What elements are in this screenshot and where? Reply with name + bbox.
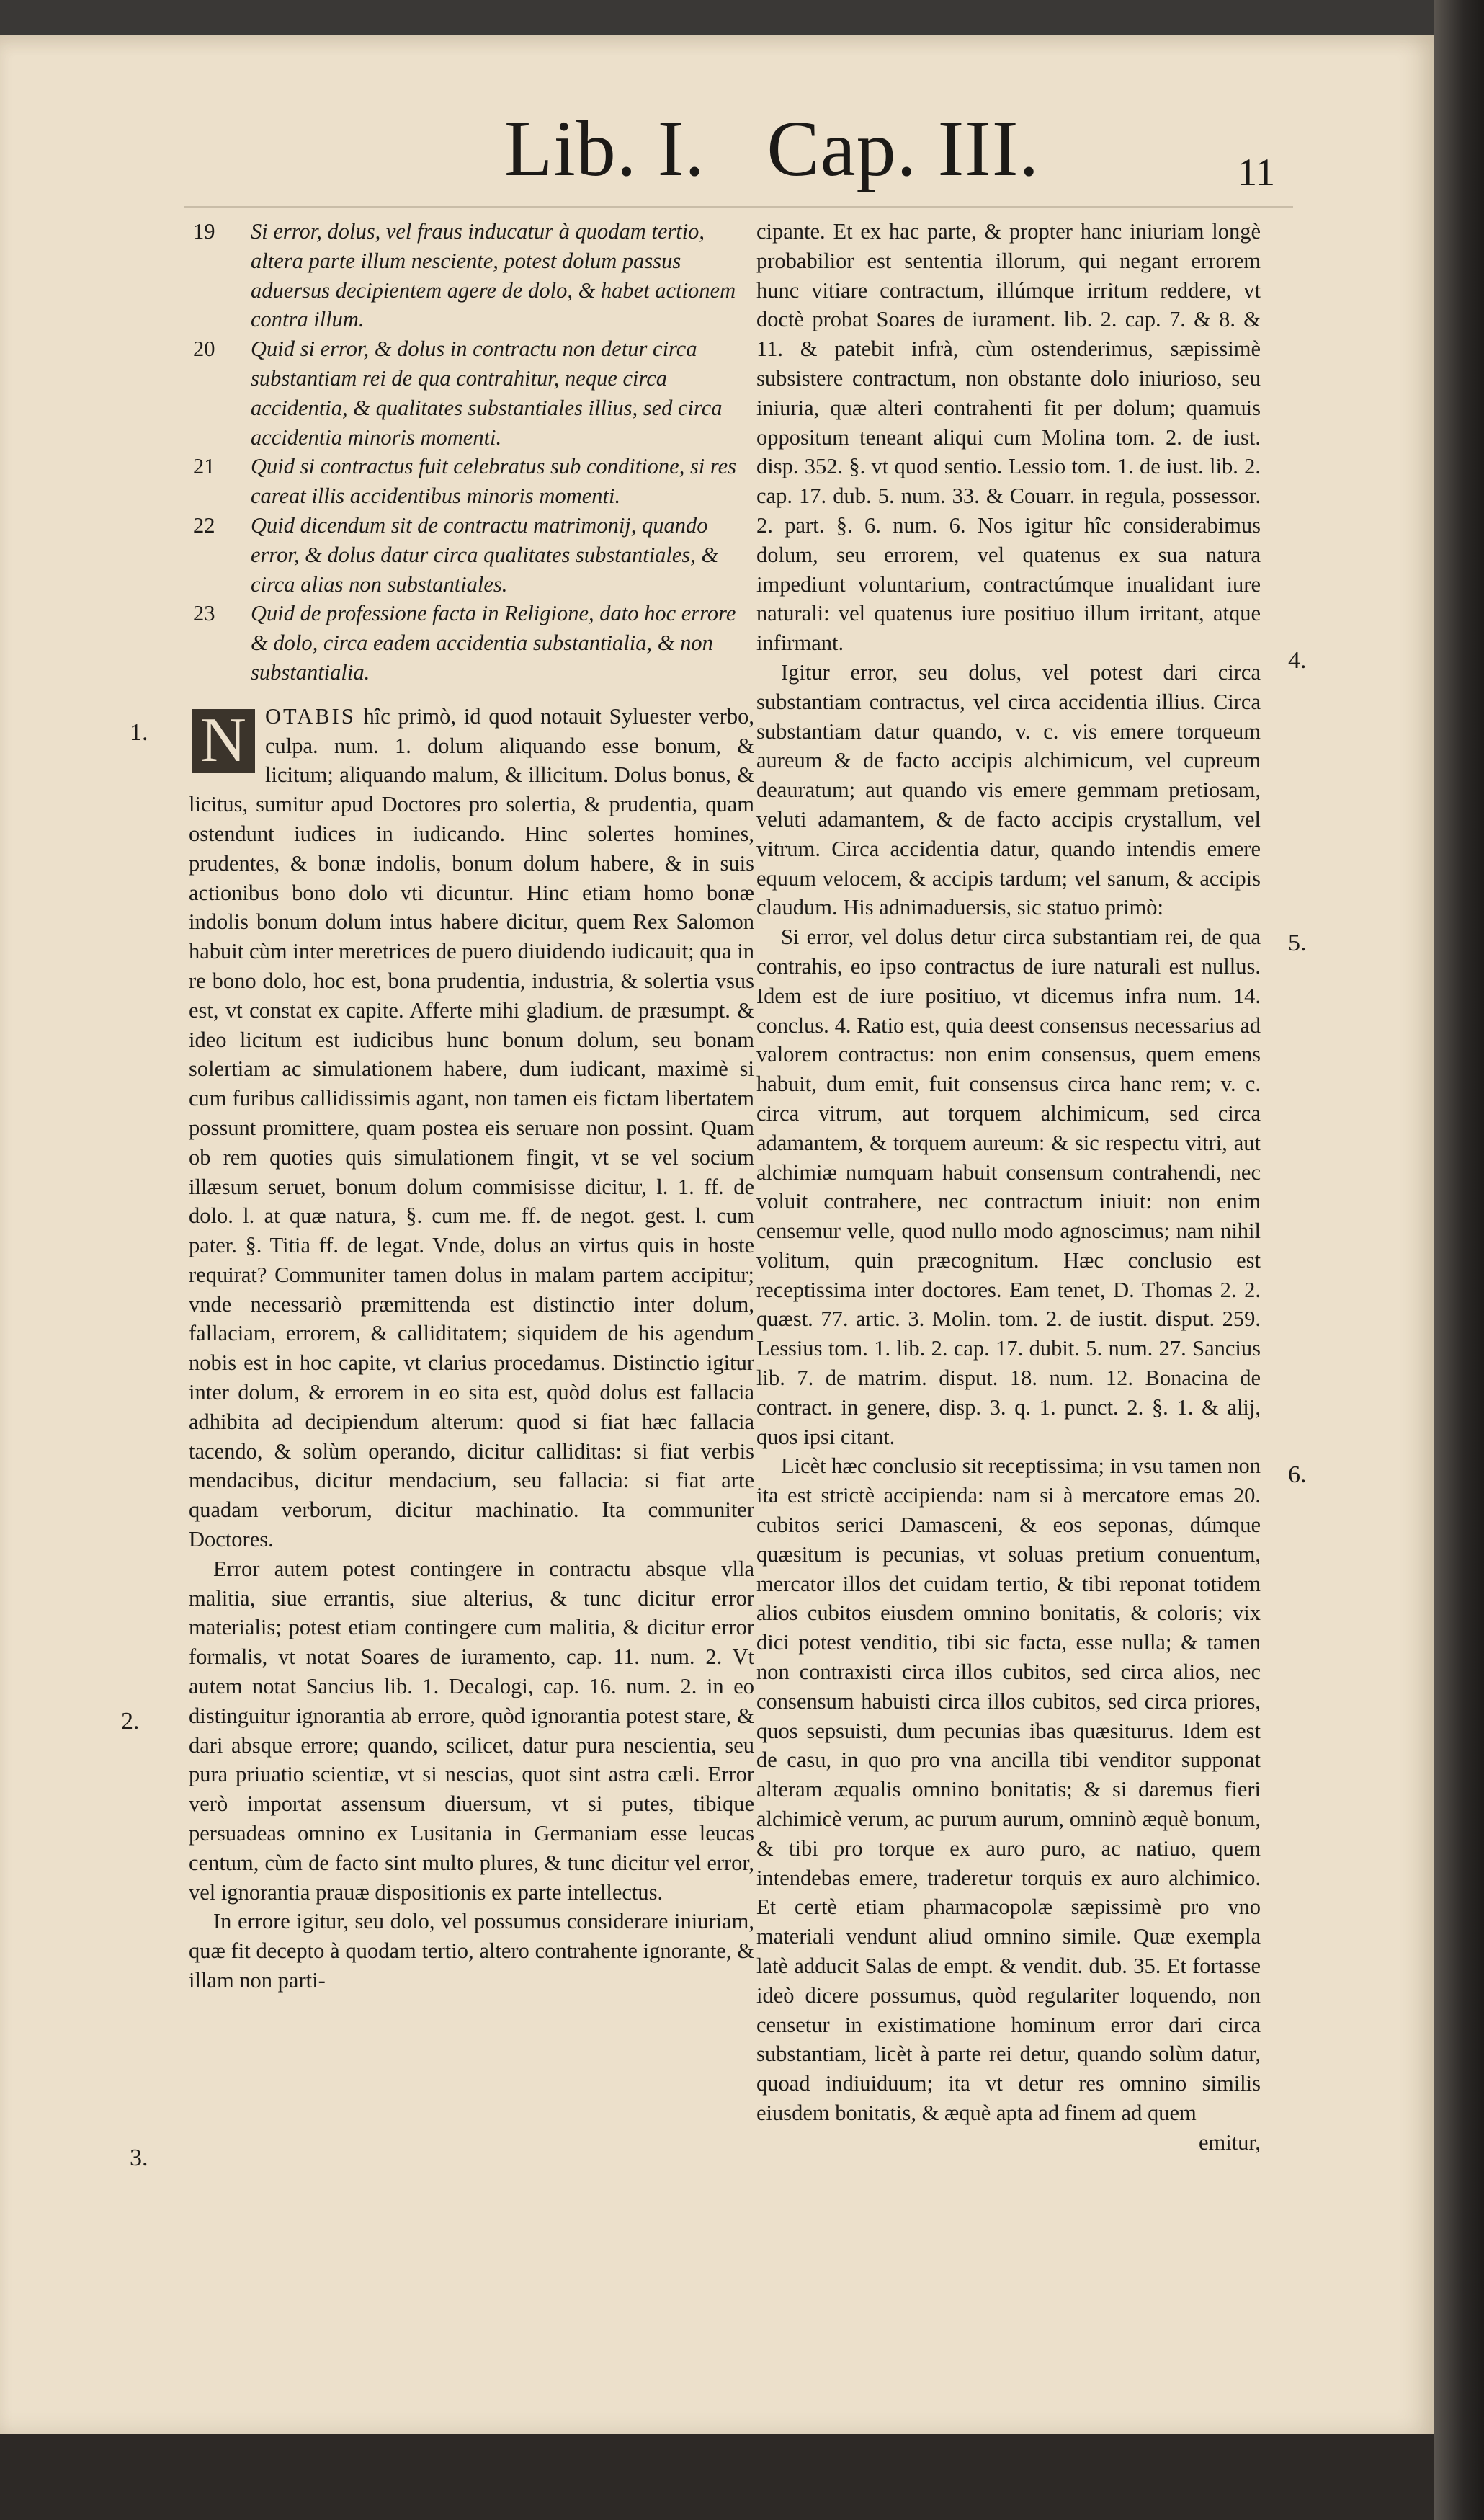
paragraph-4: Igitur error, seu dolus, vel potest dari circa substantiam contractus, vel circa accidentia illius. Circa substantiam datur quando, v. c. vis emere torqueum aureum & de facto accipis alchimicum, vel cupreum deauratum; aut quando vis emere gemmam pretiosam, veluti adamantem, & de facto accipis crystallum, vel vitrum. Circa accidentia datur, quando intendis emere equum velocem, & accipis tardum; vel sanum, & accipis claudum. His adnimaduersis, sic statuo primò: — [756, 659, 1261, 920]
paragraph-3: In errore igitur, seu dolo, vel possumus considerare iniuriam, quæ fit decepto à quodam tertio, altero contrahente ignorante, & illam non parti- — [189, 1909, 754, 1993]
paragraph-5: Si error, vel dolus detur circa substantiam rei, de qua contrahis, eo ipso contractus de iure naturali est nullus. Idem est de iure positiuo, vt dicemus infra num. 14. conclus. 4. Ratio est, quia deest consensus necessarius ad valorem contractus: non enim consensus, quem emens habuit, dum emit, fuit consensus circa hanc rem; v. c. circa vitrum, aut torquem alchimicum, sed circa adamantem, & torquem aureum: & sic respectu vitri, aut alchimiæ numquam habuit consensum contrahendi, nec voluit contrahere, nec contractum iniuit: non enim censemur velle, quod nullo modo agnoscimus; nam nihil volitum, quin præcognitum. Hæc conclusio est receptissima inter doctores. Eam tenet, D. Thomas 2. 2. quæst. 77. artic. 3. Molin. tom. 2. de iustit. disput. 259. Lessius tom. 1. lib. 2. cap. 17. dubit. 5. num. 27. Sancius lib. 7. de matrim. disput. 18. num. 12. Bonacina de contract. in genere, disp. 3. q. 1. punct. 2. §. 1. & alij, quos ipsi citant. — [756, 925, 1261, 1449]
summary-number: 21 — [193, 454, 215, 479]
summary-text: Quid si error, & dolus in contractu non detur circa substantiam rei de qua contrahitur, neque circa accidentia, & qualitates substantiales illius, sed circa accidentia minoris momenti. — [251, 337, 723, 450]
page-number: 11 — [1238, 151, 1275, 194]
summary-item — [189, 217, 754, 334]
margin-number: 6. — [1288, 1461, 1307, 1488]
margin-number: 5. — [1288, 930, 1307, 956]
margin-number: 2. — [121, 1708, 140, 1735]
left-column — [189, 217, 754, 1995]
catchword: emitur, — [1198, 2129, 1261, 2155]
margin-number: 4. — [1288, 647, 1307, 674]
scan-bottom-border — [0, 2434, 1434, 2520]
right-column — [756, 217, 1261, 2158]
chapter-title: Cap. III. — [766, 104, 1040, 192]
summary-text: Quid dicendum sit de contractu matrimonij, quando error, & dolus datur circa qualitates substantiales, & circa alias non substantiales. — [251, 512, 719, 597]
summary-number: 23 — [193, 601, 215, 626]
summary-text: Quid si contractus fuit celebratus sub conditione, si res careat illis accidentibus minoris momenti. — [251, 454, 737, 509]
summary-number: 22 — [193, 512, 215, 538]
summary-item — [189, 599, 754, 687]
summary-text: Si error, dolus, vel fraus inducatur à quodam tertio, altera parte illum nesciente, potest dolum passus aduersus decipientem agere de dolo, & habet actionem contra illum. — [251, 219, 736, 332]
summary-text: Quid de professione facta in Religione, dato hoc errore & dolo, circa eadem accidentia substantialia, & non substantialia. — [251, 601, 736, 685]
summary-number: 20 — [193, 337, 215, 362]
spacer — [189, 687, 754, 702]
decorated-initial: N — [189, 706, 258, 775]
margin-number: 3. — [130, 2145, 148, 2171]
summary-number: 19 — [193, 219, 215, 244]
margin-number: 1. — [130, 719, 148, 746]
summary-item — [189, 452, 754, 511]
book-edge — [1434, 0, 1484, 2520]
book-page — [0, 35, 1434, 2434]
summary-item — [189, 334, 754, 452]
header-rule — [184, 206, 1293, 208]
paragraph-3-cont: cipante. Et ex hac parte, & propter hanc iniuriam longè probabilior est sententia illorum, qui negant errorem hunc vitiare contractum, illúmque irritum reddere, vt doctè probat Soares de iurament. lib. 2. cap. 7. & 8. & 11. & patebit infrà, cùm ostenderimus, sæpissimè subsistere contractum, non obstante dolo iniurioso, seu iniuria, quæ alteri contrahenti fit per dolum; quamuis oppositum teneant aliqui cum Molina tom. 2. de iust. disp. 352. §. vt quod sentio. Lessio tom. 1. de iust. lib. 2. cap. 17. dub. 5. num. 33. & Couarr. in regula, possessor. 2. part. §. 6. num. 6. Nos igitur hîc considerabimus dolum, seu errorem, vel quatenus ex sua natura impediunt voluntarium, contractúmque inualidant iure naturali: vel quatenus iure positiuo illum irritant, atque infirmant. — [756, 219, 1261, 656]
summary-item — [189, 511, 754, 599]
running-head — [504, 103, 1040, 197]
paragraph-text: hîc primò, id quod notauit Syluester verbo, culpa. num. 1. dolum aliquando esse bonum, & licitum; aliquando malum, & illicitum. Dolus bonus, & licitus, sumitur apud Doctores pro solertia, & prudentia, quam ostendunt iudices in iudicando. Hinc solertes homines, prudentes, & bonæ indolis, bonum dolum habere, & in suis actionibus bono dolo vti dicuntur. Hinc etiam homo bonæ indolis bonum dolum intus habere dicitur, quem Rex Salomon habuit cùm inter meretrices de puero diuidendo iudicauit; qua in re bono dolo, hoc est, bona prudentia, industria, & solertia vsus est, vt constat ex capite. Afferte mihi gladium. de præsumpt. & ideo licitum est iudicibus hunc bonum dolum, seu bonam solertiam ac simulationem habere, dum iudicant, maximè si cum furibus callidissimis agant, non tamen eis fictam libertatem possunt promittere, quam postea eis seruare non possint. Quam ob rem quoties quis simulationem fingit, vt se vel socium illæsum seruet, bonum dolum commisisse dicitur, l. 1. ff. de dolo. l. at quæ natura, §. cum me. ff. de negot. gest. l. cum pater. §. Titia ff. de legat. Vnde, dolus an virtus quis in hoste requirat? Communiter tamen dolus in malam partem accipitur; vnde necessariò præmittenda est distinctio inter dolum, fallaciam, errorem, & calliditatem; siquidem de his agendum nobis est in hoc capite, vt clarius procedamus. Distinctio igitur inter dolum, & errorem in eo sita est, quòd dolus est fallacia adhibita ad decipiendum alterum: quod si fiat hæc fallacia tacendo, & solùm operando, dicitur calliditas: si fiat verbis mendacibus, dicitur mendacium, seu fallacia: si fiat arte quadam verborum, dicitur machinatio. Ita communiter Doctores. — [189, 703, 754, 1552]
book-title: Lib. I. — [504, 104, 705, 192]
paragraph-2: Error autem potest contingere in contractu absque vlla malitia, siue errantis, siue alterius, & tunc dicitur error materialis; potest etiam contingere cum malitia, & dicitur error formalis, vt notat Soares de iuramento, cap. 11. num. 2. Vt autem notat Sancius lib. 1. Decalogi, cap. 16. num. 2. in eo distinguitur ignorantia ab errore, quòd ignorantia potest stare, & dari absque errore; quando, scilicet, datur pura nescientia, seu pura priuatio scientiæ, vt si nescias, quot sint astra cæli. Error verò importat assensum diuersum, vt si putes, tibique persuadeas omnino ex Lusitania in Germaniam esse leucas centum, cùm de facto sint multo plures, & tunc dicitur vel error, vel ignorantia prauæ dispositionis ex parte intellectus. — [189, 1556, 754, 1905]
paragraph-1 — [189, 702, 754, 1554]
paragraph-6: Licèt hæc conclusio sit receptissima; in vsu tamen non ita est strictè accipienda: nam si à mercatore emas 20. cubitos serici Damasceni, & eos seponas, dúmque quæsitum is pecunias, vt soluas pretium conuentum, mercator illos det cuidam tertio, & tibi reponat totidem alios cubitos eiusdem omnino bonitatis, & coloris; vix dici potest venditio, tibi sic facta, esse nulla; & tamen non contraxisti circa illos cubitos, sed circa alios, nec consensum habuisti circa illos cubitos, sed circa priores, quos sepsuisti, dum pecunias ibas quæsiturus. Idem est de casu, in quo pro vna ancilla tibi venditor supponat alteram æqualis omnino bonitatis; & si daremus fieri alchimicè verum, ac purum aurum, omninò æquè bonum, & tibi pro torque ex auro puro, ac natiuo, quem intendebas emere, traderetur torquis ex auro alchimico. Et certè etiam pharmacopolæ sæpissimè pro vno materiali vendunt aliud omnino simile. Quæ exempla latè adducit Salas de empt. & vendit. dub. 35. Et fortasse ideò dicere possumus, quòd regulariter loquendo, non censetur in existimatione hominum error dari circa substantiam, licèt à parte rei detur, quando solùm datur, quoad indiuiduum; ita vt detur res omnino similis eiusdem bonitatis, & æquè apta ad finem ad quem — [756, 1453, 1261, 2125]
lead-word: OTABIS — [265, 703, 356, 729]
